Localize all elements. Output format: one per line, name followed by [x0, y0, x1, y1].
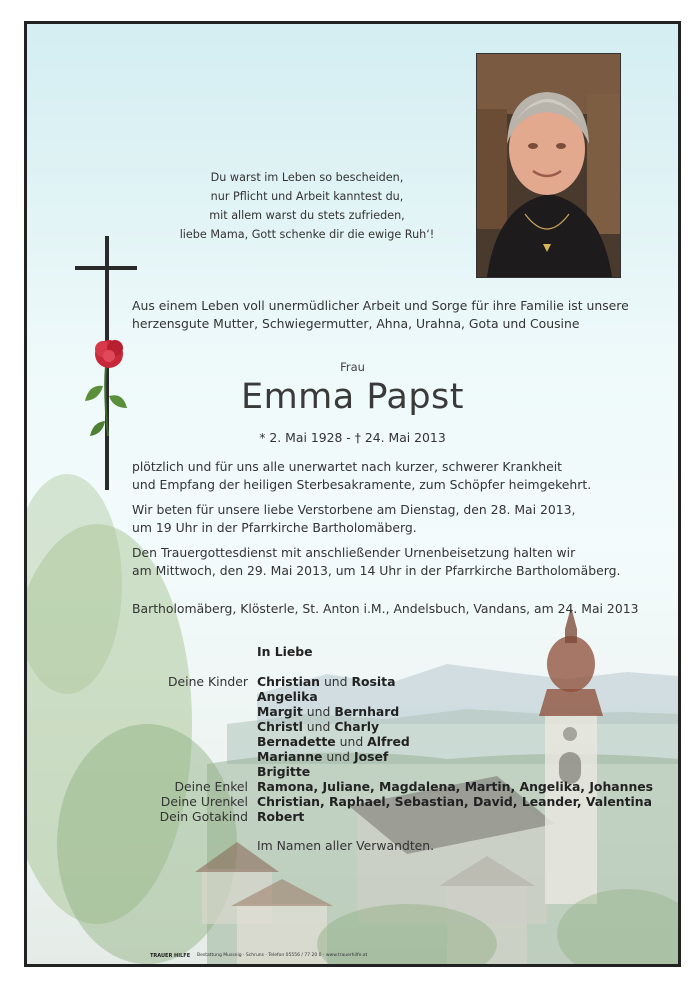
poem-line: mit allem warst du stets zufrieden, [209, 209, 405, 222]
family-row [27, 734, 653, 749]
great-grandchildren-names: Christian, Raphael, Sebastian, David, Leander, Valentina [257, 794, 652, 809]
passing-text [132, 458, 591, 494]
poem-line: Du warst im Leben so bescheiden, [210, 171, 404, 184]
service-text [132, 544, 620, 580]
family-row [27, 809, 653, 824]
children-names: Christian und Rosita [257, 674, 396, 689]
portrait-photo [476, 53, 621, 278]
family-row [27, 719, 653, 734]
service-line: am Mittwoch, den 29. Mai 2013, um 14 Uhr in der Pfarrkirche Bartholomäberg. [132, 563, 621, 578]
funeral-home-contact: Bestattung Mussnig · Schruns · Telefon 05556 / 77 20 0 · www.trauerhilfe.at [197, 953, 368, 958]
prayer-line: um 19 Uhr in der Pfarrkirche Bartholomäberg. [132, 520, 417, 535]
deceased-name: Emma Papst [240, 377, 465, 417]
closing-line: Im Namen aller Verwandten. [257, 838, 435, 853]
godchild-label: Dein Gotakind [159, 809, 248, 824]
children-names: Margit und Bernhard [257, 704, 400, 719]
memorial-poem [177, 168, 437, 244]
family-row [27, 689, 653, 704]
family-list [27, 674, 653, 824]
poem-line: liebe Mama, Gott schenke dir die ewige Ruh‘! [179, 228, 435, 241]
passing-line: plötzlich und für uns alle unerwartet nach kurzer, schwerer Krankheit [132, 459, 563, 474]
funeral-home-logo: TRAUER HILFE [150, 953, 191, 959]
children-names: Brigitte [257, 764, 311, 779]
family-row [27, 764, 653, 779]
family-row [27, 674, 653, 689]
intro-line: herzensgute Mutter, Schwiegermutter, Ahna, Urahna, Gota und Cousine [132, 316, 580, 331]
title-prefix: Frau [340, 360, 365, 374]
grandchildren-names: Ramona, Juliane, Magdalena, Martin, Angelika, Johannes [257, 779, 654, 794]
intro-text [132, 297, 629, 333]
passing-line: und Empfang der heiligen Sterbesakramente, zum Schöpfer heimgekehrt. [132, 477, 592, 492]
family-row [27, 779, 653, 794]
prayer-line: Wir beten für unsere liebe Verstorbene am Dienstag, den 28. Mai 2013, [132, 502, 576, 517]
great-grandchildren-label: Deine Urenkel [160, 794, 248, 809]
poem-line: nur Pflicht und Arbeit kanntest du, [210, 190, 404, 203]
family-row [27, 704, 653, 719]
children-names: Christl und Charly [257, 719, 380, 734]
service-line: Den Trauergottesdienst mit anschließender Urnenbeisetzung halten wir [132, 545, 576, 560]
in-liebe-heading: In Liebe [257, 644, 313, 659]
grandchildren-label: Deine Enkel [174, 779, 248, 794]
children-names: Bernadette und Alfred [257, 734, 410, 749]
place-and-date: Bartholomäberg, Klösterle, St. Anton i.M., Andelsbuch, Vandans, am 24. Mai 2013 [132, 601, 639, 616]
life-dates: * 2. Mai 1928 - † 24. Mai 2013 [259, 430, 446, 445]
children-names: Angelika [257, 689, 318, 704]
children-label: Deine Kinder [167, 674, 248, 689]
family-row [27, 749, 653, 764]
obituary-card [24, 21, 681, 967]
intro-line: Aus einem Leben voll unermüdlicher Arbeit und Sorge für ihre Familie ist unsere [132, 298, 629, 313]
godchild-name: Robert [257, 809, 305, 824]
family-row [27, 794, 653, 809]
children-names: Marianne und Josef [257, 749, 389, 764]
prayer-text [132, 501, 575, 537]
